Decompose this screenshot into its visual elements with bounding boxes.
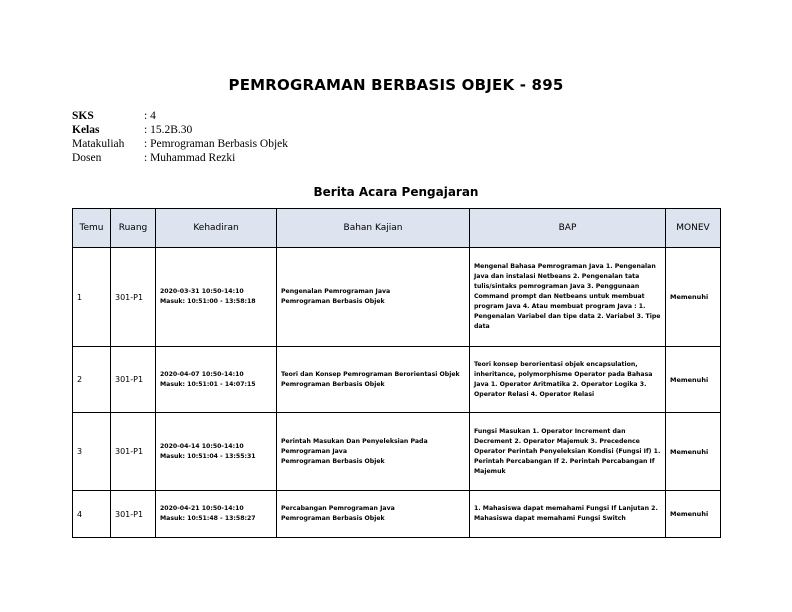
cell-monev: Memenuhi [666, 413, 721, 491]
cell-temu: 4 [73, 491, 111, 538]
cell-bap: 1. Mahasiswa dapat memahami Fungsi If Lanjutan 2. Mahasiswa dapat memahami Fungsi Switch [470, 491, 666, 538]
cell-kehadiran [156, 491, 277, 538]
cell-bahan-kajian [277, 413, 470, 491]
table-row [73, 413, 721, 491]
kehadiran-checkin: Masuk: 10:51:48 - 13:58:27 [160, 515, 256, 522]
bahan-topic: Percabangan Pemrograman Java [281, 505, 395, 512]
cell-bap: Mengenal Bahasa Pemrograman Java 1. Pengenalan Java dan instalasi Netbeans 2. Pengenalan tata tulis/sintaks pemrograman Java 3. Penggunaan Command prompt dan Netbeans untuk membuat program Java 4. Atau membuat program Java : 1. Pengenalan Variabel dan tipe data 2. Variabel 3. Tipe data [470, 248, 666, 347]
matakuliah-value: : Pemrograman Berbasis Objek [144, 138, 289, 150]
bahan-language: Pemrograman Java [281, 447, 348, 455]
cell-temu: 1 [73, 248, 111, 347]
cell-temu: 3 [73, 413, 111, 491]
course-info [72, 109, 288, 165]
cell-ruang: 301-P1 [111, 491, 156, 538]
header-kehadiran: Kehadiran [156, 209, 277, 248]
cell-kehadiran [156, 248, 277, 347]
bahan-topic: Perintah Masukan Dan Penyeleksian Pada [281, 437, 428, 445]
kehadiran-schedule: 2020-04-21 10:50-14:10 [160, 505, 244, 512]
kehadiran-schedule: 2020-03-31 10:50-14:10 [160, 288, 244, 295]
cell-kehadiran [156, 347, 277, 413]
header-bahan-kajian: Bahan Kajian [277, 209, 470, 248]
cell-monev: Memenuhi [666, 491, 721, 538]
dosen-value: : Muhammad Rezki [144, 152, 236, 164]
kelas-label: Kelas [72, 124, 100, 136]
cell-monev: Memenuhi [666, 347, 721, 413]
cell-bap: Teori konsep berorientasi objek encapsulation, inheritance, polymorphisme Operator pada Bahasa Java 1. Operator Aritmatika 2. Operator Logika 3. Operator Relasi 4. Operator Relasi [470, 347, 666, 413]
dosen-row [72, 151, 288, 165]
bahan-course: Pemrograman Berbasis Objek [281, 380, 385, 388]
table-row [73, 347, 721, 413]
matakuliah-label: Matakuliah [72, 138, 125, 150]
matakuliah-row [72, 137, 288, 151]
bahan-topic: Teori dan Konsep Pemrograman Berorientasi Objek [281, 370, 460, 378]
kelas-row [72, 123, 288, 137]
kehadiran-schedule: 2020-04-14 10:50-14:10 [160, 442, 244, 450]
sks-label: SKS [72, 110, 94, 122]
kehadiran-checkin: Masuk: 10:51:04 - 13:55:31 [160, 452, 256, 460]
table-row [73, 248, 721, 347]
section-title: Berita Acara Pengajaran [313, 185, 479, 199]
cell-bahan-kajian [277, 347, 470, 413]
header-temu: Temu [73, 209, 111, 248]
table-row [73, 491, 721, 538]
header-ruang: Ruang [111, 209, 156, 248]
cell-bahan-kajian [277, 491, 470, 538]
kehadiran-schedule: 2020-04-07 10:50-14:10 [160, 370, 244, 378]
kelas-value: : 15.2B.30 [144, 124, 193, 136]
bahan-course: Pemrograman Berbasis Objek [281, 298, 385, 305]
cell-bap: Fungsi Masukan 1. Operator Increment dan Decrement 2. Operator Majemuk 3. Precedence Operator Perintah Penyeleksian Kondisi (Fungsi If) 1. Perintah Percabangan If 2. Perintah Percabangan If Majemuk [470, 413, 666, 491]
cell-bahan-kajian [277, 248, 470, 347]
teaching-log-table [72, 208, 721, 538]
bahan-topic: Pengenalan Pemrograman Java [281, 288, 391, 295]
kehadiran-checkin: Masuk: 10:51:01 - 14:07:15 [160, 380, 256, 388]
table-header-row [73, 209, 721, 248]
cell-ruang: 301-P1 [111, 413, 156, 491]
header-monev: MONEV [666, 209, 721, 248]
cell-temu: 2 [73, 347, 111, 413]
bahan-course: Pemrograman Berbasis Objek [281, 457, 385, 465]
cell-ruang: 301-P1 [111, 248, 156, 347]
bahan-course: Pemrograman Berbasis Objek [281, 515, 385, 522]
cell-monev: Memenuhi [666, 248, 721, 347]
header-bap: BAP [470, 209, 666, 248]
cell-kehadiran [156, 413, 277, 491]
kehadiran-checkin: Masuk: 10:51:00 - 13:58:18 [160, 298, 256, 305]
sks-value: : 4 [144, 110, 156, 122]
cell-ruang: 301-P1 [111, 347, 156, 413]
page-title: PEMROGRAMAN BERBASIS OBJEK - 895 [228, 76, 564, 94]
sks-row [72, 109, 288, 123]
dosen-label: Dosen [72, 152, 102, 164]
